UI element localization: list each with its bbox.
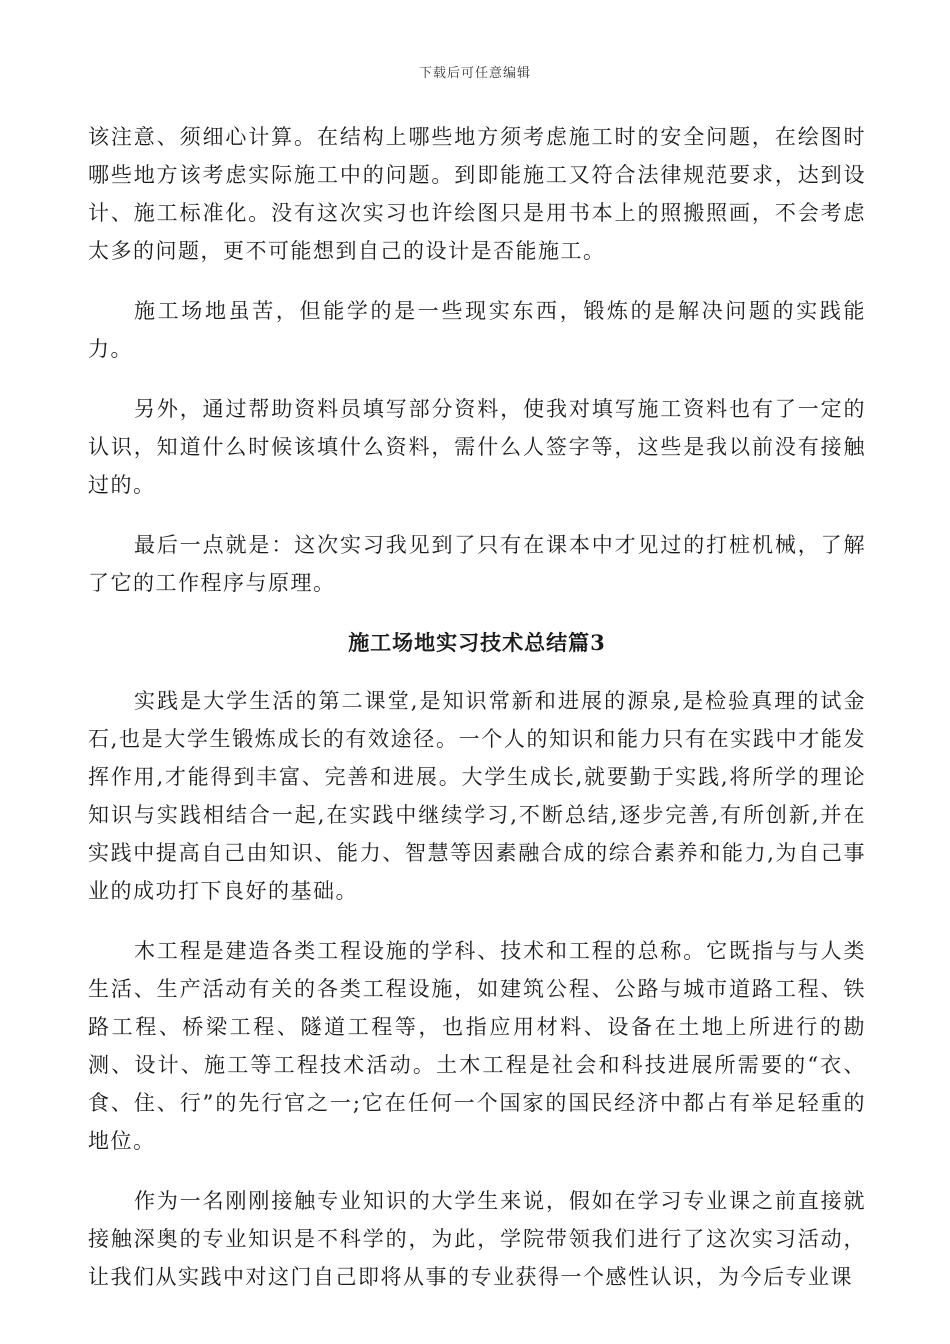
header-note: 下载后可任意编辑: [418, 66, 531, 81]
paragraph: 最后一点就是：这次实习我见到了只有在课本中才见过的打桩机械，了解了它的工作程序与原理。: [88, 533, 866, 595]
document-body: [88, 118, 866, 1318]
paragraph: 施工场地虽苦，但能学的是一些现实东西，锻炼的是解决问题的实践能力。: [88, 299, 866, 361]
paragraph: 另外，通过帮助资料员填写部分资料，使我对填写施工资料也有了一定的认识，知道什么时候该填什么资料，需什么人签字等，这些是我以前没有接触过的。: [88, 397, 866, 497]
paragraph-continuation: 该注意、须细心计算。在结构上哪些地方须考虑施工时的安全问题，在绘图时哪些地方该考虑实际施工中的问题。到即能施工又符合法律规范要求，达到设计、施工标准化。没有这次实习也许绘图只是用书本上的照搬照画，不会考虑太多的问题，更不可能想到自己的设计是否能施工。: [88, 125, 866, 263]
section-title: 施工场地实习技术总结篇3: [348, 630, 606, 655]
paragraph: 作为一名刚刚接触专业知识的大学生来说，假如在学习专业课之前直接就接触深奥的专业知识是不科学的，为此，学院带领我们进行了这次实习活动，让我们从实践中对这门自己即将从事的专业获得一个感性认识，为今后专业课: [88, 1189, 866, 1289]
paragraph: 木工程是建造各类工程设施的学科、技术和工程的总称。它既指与与人类生活、生产活动有关的各类工程设施，如建筑公程、公路与城市道路工程、铁路工程、桥梁工程、隧道工程等，也指应用材料、设备在土地上所进行的勘测、设计、施工等工程技术活动。土木工程是社会和科技进展所需要的“衣、食、住、行”的先行官之一;它在任何一个国家的国民经济中都占有举足轻重的地位。: [88, 939, 866, 1153]
paragraph: 实践是大学生活的第二课堂,是知识常新和进展的源泉,是检验真理的试金石,也是大学生锻炼成长的有效途径。一个人的知识和能力只有在实践中才能发挥作用,才能得到丰富、完善和进展。大学生成长,就要勤于实践,将所学的理论知识与实践相结合一起,在实践中继续学习,不断总结,逐步完善,有所创新,并在实践中提高自己由知识、能力、智慧等因素融合成的综合素养和能力,为自己事业的成功打下良好的基础。: [88, 689, 866, 903]
